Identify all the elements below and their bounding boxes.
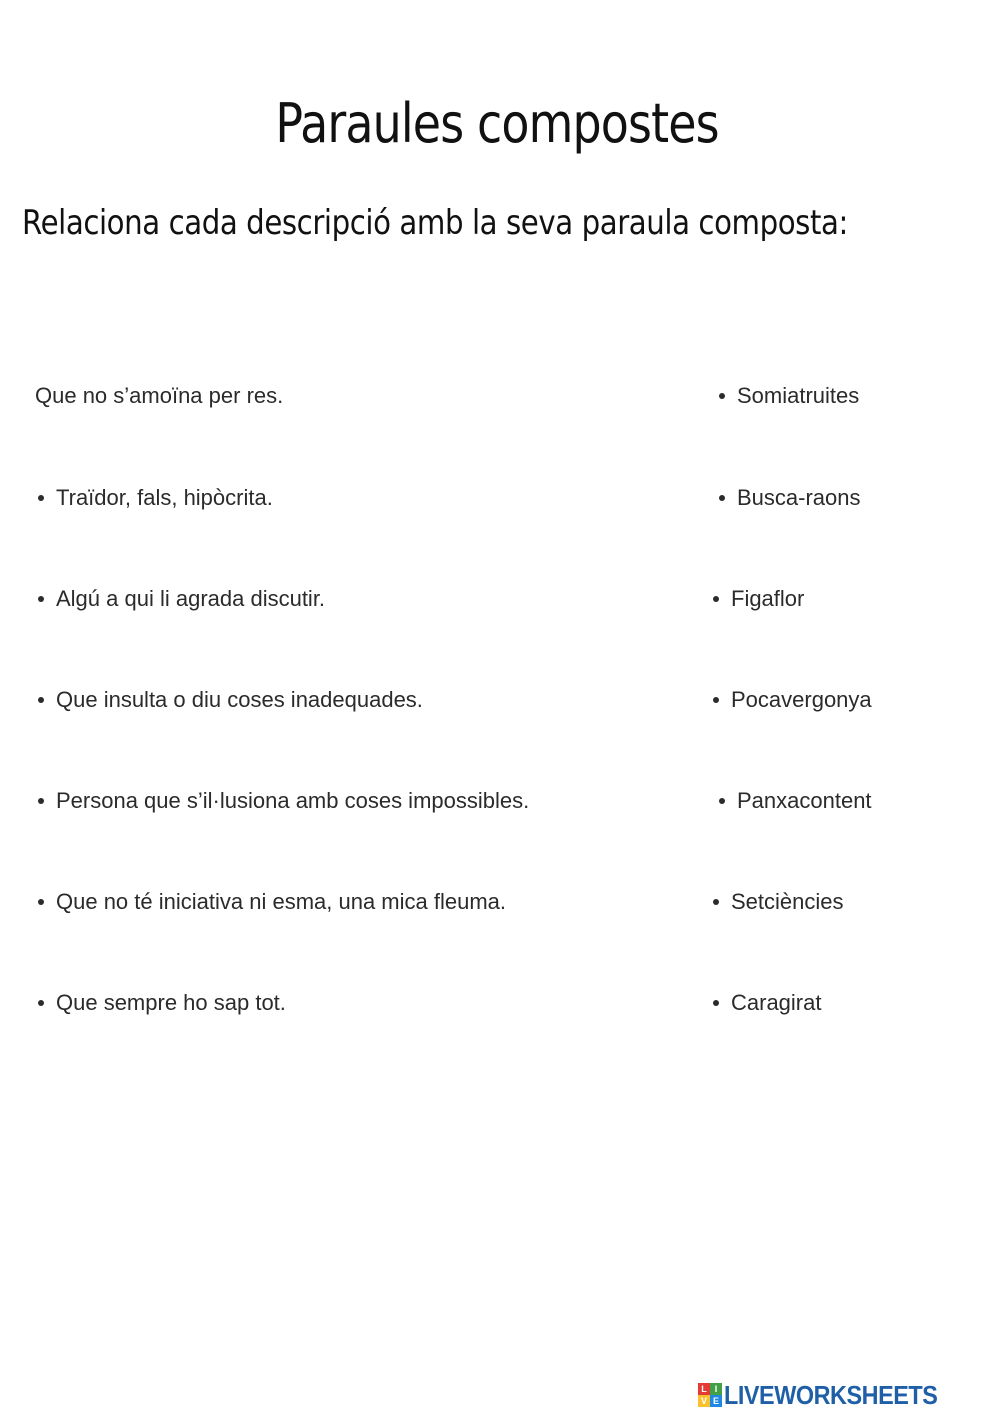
bullet-icon <box>38 495 44 501</box>
description-text: Que no té iniciativa ni esma, una mica fleuma. <box>56 889 507 914</box>
description-text: Que no s’amoïna per res. <box>35 383 284 408</box>
bullet-icon <box>719 393 725 399</box>
description-text: Que sempre ho sap tot. <box>56 990 286 1015</box>
bullet-icon <box>719 798 725 804</box>
description-text: Algú a qui li agrada discutir. <box>56 586 326 611</box>
bullet-icon <box>713 899 719 905</box>
word-text: Figaflor <box>731 586 805 611</box>
description-text: Que insulta o diu coses inadequades. <box>56 687 423 712</box>
logo-mark-letter: L <box>698 1383 710 1395</box>
instruction-text: Relaciona cada descripció amb la seva paraula composta: <box>22 203 848 243</box>
word-text: Caragirat <box>731 990 822 1015</box>
word-item <box>731 687 872 713</box>
bullet-icon <box>38 596 44 602</box>
liveworksheets-logo[interactable] <box>698 1380 961 1410</box>
bullet-icon <box>38 899 44 905</box>
description-item <box>56 990 286 1016</box>
description-item <box>56 788 529 814</box>
liveworksheets-logo-icon <box>698 1383 722 1407</box>
description-item <box>56 485 273 511</box>
logo-text: LIVEWORKSHEETS <box>724 1379 938 1410</box>
description-item <box>56 687 423 713</box>
word-text: Setciències <box>731 889 844 914</box>
bullet-icon <box>719 495 725 501</box>
description-item <box>35 383 283 409</box>
bullet-icon <box>38 798 44 804</box>
word-text: Pocavergonya <box>731 687 872 712</box>
word-item <box>737 788 872 814</box>
word-item <box>737 485 861 511</box>
page-title: Paraules compostes <box>275 92 719 155</box>
description-text: Traïdor, fals, hipòcrita. <box>56 485 273 510</box>
word-text: Panxacontent <box>737 788 872 813</box>
logo-mark-letter: V <box>698 1395 710 1407</box>
description-item <box>56 889 506 915</box>
description-text: Persona que s’il·lusiona amb coses impossibles. <box>56 788 530 813</box>
bullet-icon <box>713 596 719 602</box>
word-item <box>731 586 804 612</box>
description-item <box>56 586 325 612</box>
logo-mark-letter: I <box>710 1383 722 1395</box>
bullet-icon <box>713 697 719 703</box>
word-item <box>737 383 859 409</box>
word-item <box>731 990 821 1016</box>
word-text: Busca-raons <box>737 485 861 510</box>
bullet-icon <box>38 697 44 703</box>
word-text: Somiatruites <box>737 383 860 408</box>
logo-mark-letter: E <box>710 1395 722 1407</box>
bullet-icon <box>38 1000 44 1006</box>
bullet-icon <box>713 1000 719 1006</box>
word-item <box>731 889 844 915</box>
